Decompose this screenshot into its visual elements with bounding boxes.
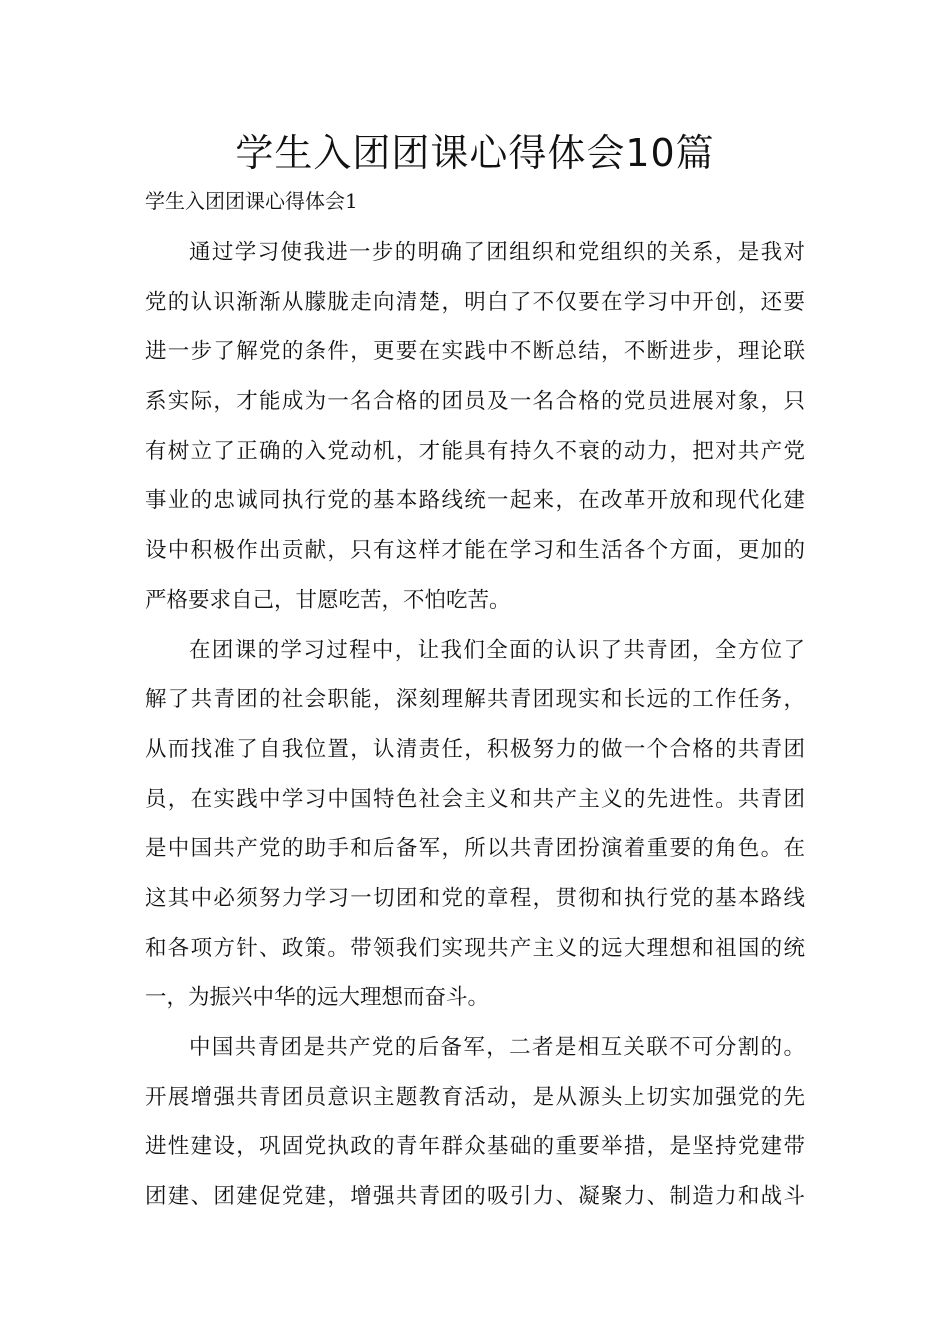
document-title: 学生入团团课心得体会10篇 [235, 131, 715, 175]
text-line: 系实际，才能成为一名合格的团员及一名合格的党员进展对象，只 [145, 389, 805, 415]
paragraph [145, 1023, 805, 1222]
paragraph [145, 626, 805, 1024]
text-line: 通过学习使我进一步的明确了团组织和党组织的关系，是我对 [189, 240, 805, 265]
paragraph [145, 228, 805, 626]
text-line: 从而找准了自我位置，认清责任，积极努力的做一个合格的共青团 [145, 736, 805, 762]
text-line: 解了共青团的社会职能，深刻理解共青团现实和长远的工作任务， [145, 687, 805, 713]
text-line: 团建、团建促党建，增强共青团的吸引力、凝聚力、制造力和战斗 [145, 1184, 805, 1210]
text-line: 员，在实践中学习中国特色社会主义和共产主义的先进性。共青团 [145, 786, 805, 812]
text-line: 这其中必须努力学习一切团和党的章程，贯彻和执行党的基本路线 [145, 885, 805, 911]
text-line: 设中积极作出贡献，只有这样才能在学习和生活各个方面，更加的 [145, 538, 805, 564]
text-line: 开展增强共青团员意识主题教育活动，是从源头上切实加强党的先 [145, 1084, 805, 1110]
text-line: 进一步了解党的条件，更要在实践中不断总结，不断进步，理论联 [145, 339, 805, 365]
text-line: 党的认识渐渐从朦胧走向清楚，明白了不仅要在学习中开创，还要 [145, 289, 805, 315]
text-line: 事业的忠诚同执行党的基本路线统一起来，在改革开放和现代化建 [145, 488, 805, 514]
section-heading: 学生入团团课心得体会1 [145, 189, 358, 213]
text-line: 在团课的学习过程中，让我们全面的认识了共青团，全方位了 [189, 637, 805, 663]
text-line: 有树立了正确的入党动机，才能具有持久不衰的动力，把对共产党 [145, 438, 805, 464]
text-line: 一，为振兴中华的远大理想而奋斗。 [145, 985, 490, 1011]
text-line: 中国共青团是共产党的后备军，二者是相互关联不可分割的。 [189, 1035, 805, 1060]
text-line: 是中国共产党的助手和后备军，所以共青团扮演着重要的角色。在 [145, 836, 805, 862]
text-line: 和各项方针、政策。带领我们实现共产主义的远大理想和祖国的统 [145, 935, 805, 961]
text-line: 进性建设，巩固党执政的青年群众基础的重要举措，是坚持党建带 [145, 1134, 805, 1160]
text-line: 严格要求自己，甘愿吃苦，不怕吃苦。 [145, 587, 511, 613]
document-body [145, 228, 805, 1222]
